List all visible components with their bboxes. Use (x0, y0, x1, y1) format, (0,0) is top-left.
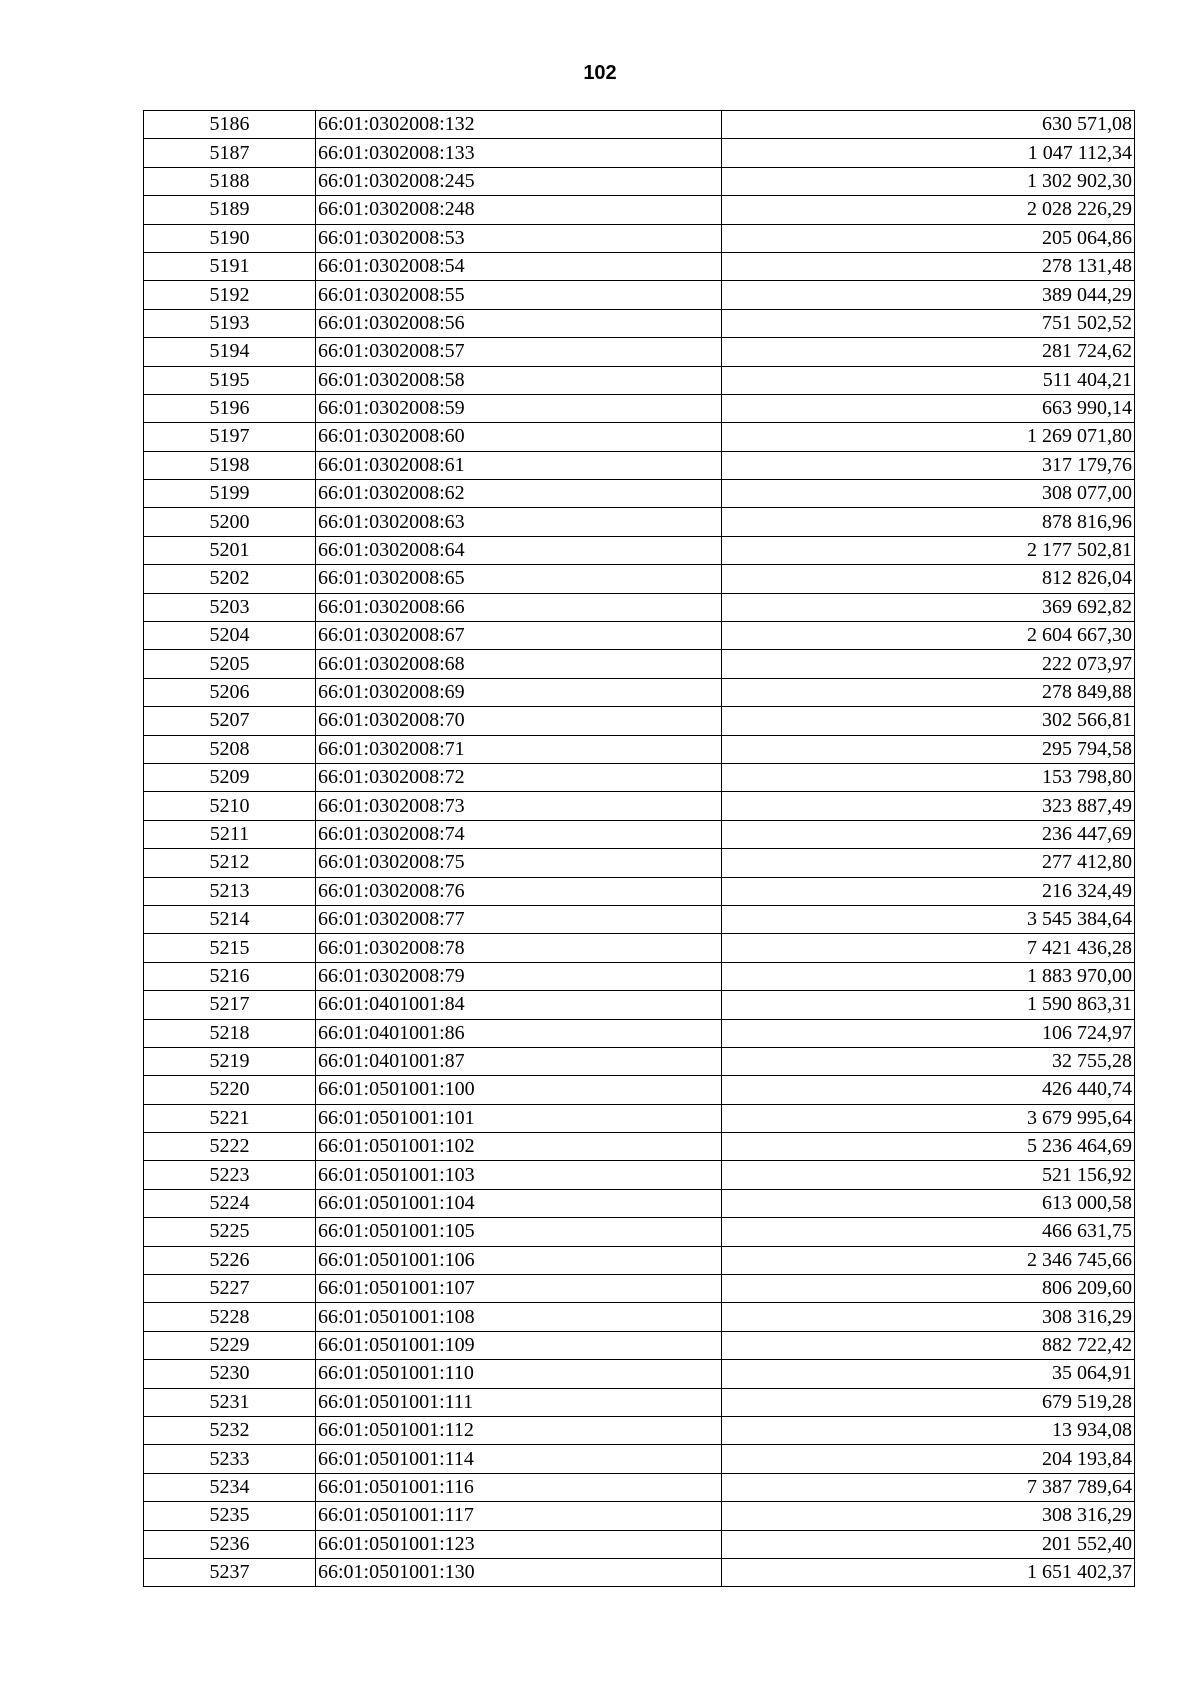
cadastral-number-cell: 66:01:0501001:114 (316, 1445, 722, 1473)
cadastral-number-cell: 66:01:0302008:62 (316, 480, 722, 508)
cadastral-number-cell: 66:01:0302008:53 (316, 224, 722, 252)
row-number-cell: 5218 (144, 1019, 316, 1047)
cadastral-number-cell: 66:01:0501001:123 (316, 1530, 722, 1558)
row-number-cell: 5211 (144, 820, 316, 848)
cadastral-number-cell: 66:01:0302008:75 (316, 849, 722, 877)
cadastral-value-cell: 32 755,28 (722, 1047, 1135, 1075)
cadastral-value-cell: 812 826,04 (722, 565, 1135, 593)
row-number-cell: 5223 (144, 1161, 316, 1189)
row-number-cell: 5226 (144, 1246, 316, 1274)
cadastral-number-cell: 66:01:0501001:116 (316, 1473, 722, 1501)
table-row (144, 1303, 1135, 1331)
cadastral-number-cell: 66:01:0302008:68 (316, 650, 722, 678)
row-number-cell: 5215 (144, 934, 316, 962)
row-number-cell: 5187 (144, 139, 316, 167)
cadastral-value-cell: 511 404,21 (722, 366, 1135, 394)
cadastral-number-cell: 66:01:0302008:69 (316, 678, 722, 706)
cadastral-number-cell: 66:01:0302008:54 (316, 252, 722, 280)
row-number-cell: 5234 (144, 1473, 316, 1501)
table-row (144, 1530, 1135, 1558)
cadastral-number-cell: 66:01:0401001:86 (316, 1019, 722, 1047)
cadastral-number-cell: 66:01:0501001:106 (316, 1246, 722, 1274)
table-row (144, 1246, 1135, 1274)
table-row (144, 281, 1135, 309)
table-row (144, 338, 1135, 366)
cadastral-number-cell: 66:01:0302008:78 (316, 934, 722, 962)
row-number-cell: 5213 (144, 877, 316, 905)
table-row (144, 167, 1135, 195)
cadastral-value-cell: 882 722,42 (722, 1331, 1135, 1359)
row-number-cell: 5207 (144, 707, 316, 735)
cadastral-value-cell: 7 387 789,64 (722, 1473, 1135, 1501)
cadastral-number-cell: 66:01:0302008:59 (316, 394, 722, 422)
table-row (144, 394, 1135, 422)
table-row (144, 252, 1135, 280)
cadastral-value-cell: 2 177 502,81 (722, 536, 1135, 564)
table-row (144, 1019, 1135, 1047)
cadastral-value-cell: 369 692,82 (722, 593, 1135, 621)
cadastral-number-cell: 66:01:0501001:100 (316, 1076, 722, 1104)
cadastral-value-cell: 630 571,08 (722, 111, 1135, 139)
cadastral-number-cell: 66:01:0501001:111 (316, 1388, 722, 1416)
cadastral-value-cell: 1 883 970,00 (722, 962, 1135, 990)
row-number-cell: 5237 (144, 1558, 316, 1586)
row-number-cell: 5228 (144, 1303, 316, 1331)
cadastral-value-cell: 679 519,28 (722, 1388, 1135, 1416)
row-number-cell: 5212 (144, 849, 316, 877)
cadastral-number-cell: 66:01:0501001:112 (316, 1416, 722, 1444)
cadastral-value-cell: 302 566,81 (722, 707, 1135, 735)
cadastral-number-cell: 66:01:0302008:64 (316, 536, 722, 564)
cadastral-value-cell: 308 316,29 (722, 1303, 1135, 1331)
cadastral-value-cell: 613 000,58 (722, 1189, 1135, 1217)
cadastral-value-cell: 222 073,97 (722, 650, 1135, 678)
cadastral-number-cell: 66:01:0302008:66 (316, 593, 722, 621)
table-row (144, 196, 1135, 224)
row-number-cell: 5210 (144, 792, 316, 820)
cadastral-value-cell: 317 179,76 (722, 451, 1135, 479)
table-row (144, 1189, 1135, 1217)
cadastral-value-cell: 878 816,96 (722, 508, 1135, 536)
table-row (144, 1047, 1135, 1075)
cadastral-number-cell: 66:01:0302008:79 (316, 962, 722, 990)
cadastral-number-cell: 66:01:0302008:73 (316, 792, 722, 820)
cadastral-number-cell: 66:01:0501001:110 (316, 1360, 722, 1388)
table-row (144, 423, 1135, 451)
row-number-cell: 5233 (144, 1445, 316, 1473)
table-row (144, 1275, 1135, 1303)
cadastral-number-cell: 66:01:0302008:56 (316, 309, 722, 337)
cadastral-number-cell: 66:01:0501001:101 (316, 1104, 722, 1132)
cadastral-value-cell: 35 064,91 (722, 1360, 1135, 1388)
cadastral-value-cell: 389 044,29 (722, 281, 1135, 309)
cadastral-value-cell: 308 316,29 (722, 1502, 1135, 1530)
cadastral-number-cell: 66:01:0302008:72 (316, 763, 722, 791)
cadastral-value-cell: 7 421 436,28 (722, 934, 1135, 962)
cadastral-value-cell: 1 651 402,37 (722, 1558, 1135, 1586)
cadastral-number-cell: 66:01:0302008:133 (316, 139, 722, 167)
cadastral-number-cell: 66:01:0302008:63 (316, 508, 722, 536)
cadastral-number-cell: 66:01:0302008:74 (316, 820, 722, 848)
cadastral-value-cell: 806 209,60 (722, 1275, 1135, 1303)
cadastral-number-cell: 66:01:0302008:61 (316, 451, 722, 479)
table-row (144, 622, 1135, 650)
cadastral-number-cell: 66:01:0302008:245 (316, 167, 722, 195)
cadastral-number-cell: 66:01:0501001:105 (316, 1218, 722, 1246)
row-number-cell: 5224 (144, 1189, 316, 1217)
row-number-cell: 5197 (144, 423, 316, 451)
table-row (144, 678, 1135, 706)
table-row (144, 480, 1135, 508)
table-row (144, 650, 1135, 678)
row-number-cell: 5225 (144, 1218, 316, 1246)
cadastral-value-cell: 278 849,88 (722, 678, 1135, 706)
cadastral-value-cell: 323 887,49 (722, 792, 1135, 820)
table-row (144, 905, 1135, 933)
table-body (144, 111, 1135, 1587)
row-number-cell: 5208 (144, 735, 316, 763)
cadastral-value-cell: 521 156,92 (722, 1161, 1135, 1189)
row-number-cell: 5229 (144, 1331, 316, 1359)
row-number-cell: 5235 (144, 1502, 316, 1530)
row-number-cell: 5191 (144, 252, 316, 280)
row-number-cell: 5188 (144, 167, 316, 195)
cadastral-number-cell: 66:01:0501001:108 (316, 1303, 722, 1331)
row-number-cell: 5217 (144, 991, 316, 1019)
cadastral-number-cell: 66:01:0501001:103 (316, 1161, 722, 1189)
cadastral-value-cell: 277 412,80 (722, 849, 1135, 877)
cadastral-number-cell: 66:01:0501001:130 (316, 1558, 722, 1586)
cadastral-number-cell: 66:01:0302008:70 (316, 707, 722, 735)
table-row (144, 991, 1135, 1019)
table-row (144, 1076, 1135, 1104)
cadastral-number-cell: 66:01:0501001:109 (316, 1331, 722, 1359)
cadastral-value-cell: 1 269 071,80 (722, 423, 1135, 451)
cadastral-value-cell: 3 679 995,64 (722, 1104, 1135, 1132)
cadastral-number-cell: 66:01:0302008:67 (316, 622, 722, 650)
row-number-cell: 5216 (144, 962, 316, 990)
row-number-cell: 5230 (144, 1360, 316, 1388)
cadastral-value-cell: 2 346 745,66 (722, 1246, 1135, 1274)
cadastral-value-cell: 1 302 902,30 (722, 167, 1135, 195)
cadastral-value-cell: 3 545 384,64 (722, 905, 1135, 933)
table-row (144, 962, 1135, 990)
cadastral-value-cell: 201 552,40 (722, 1530, 1135, 1558)
cadastral-value-cell: 308 077,00 (722, 480, 1135, 508)
row-number-cell: 5195 (144, 366, 316, 394)
cadastral-value-cell: 106 724,97 (722, 1019, 1135, 1047)
page-number: 102 (583, 62, 617, 84)
row-number-cell: 5199 (144, 480, 316, 508)
table-row (144, 536, 1135, 564)
table-row (144, 139, 1135, 167)
cadastral-number-cell: 66:01:0501001:102 (316, 1133, 722, 1161)
row-number-cell: 5202 (144, 565, 316, 593)
table-row (144, 877, 1135, 905)
cadastral-number-cell: 66:01:0302008:248 (316, 196, 722, 224)
row-number-cell: 5205 (144, 650, 316, 678)
table-row (144, 111, 1135, 139)
row-number-cell: 5232 (144, 1416, 316, 1444)
table-row (144, 451, 1135, 479)
row-number-cell: 5204 (144, 622, 316, 650)
row-number-cell: 5209 (144, 763, 316, 791)
row-number-cell: 5198 (144, 451, 316, 479)
cadastral-number-cell: 66:01:0302008:77 (316, 905, 722, 933)
row-number-cell: 5220 (144, 1076, 316, 1104)
cadastral-number-cell: 66:01:0501001:117 (316, 1502, 722, 1530)
cadastral-value-cell: 1 047 112,34 (722, 139, 1135, 167)
cadastral-value-cell: 216 324,49 (722, 877, 1135, 905)
table-row (144, 820, 1135, 848)
cadastral-number-cell: 66:01:0302008:57 (316, 338, 722, 366)
cadastral-number-cell: 66:01:0401001:84 (316, 991, 722, 1019)
cadastral-value-cell: 466 631,75 (722, 1218, 1135, 1246)
cadastral-number-cell: 66:01:0302008:132 (316, 111, 722, 139)
cadastral-number-cell: 66:01:0401001:87 (316, 1047, 722, 1075)
row-number-cell: 5201 (144, 536, 316, 564)
cadastral-value-cell: 236 447,69 (722, 820, 1135, 848)
cadastral-number-cell: 66:01:0302008:60 (316, 423, 722, 451)
cadastral-value-table (143, 110, 1135, 1587)
cadastral-value-cell: 205 064,86 (722, 224, 1135, 252)
table-row (144, 1388, 1135, 1416)
cadastral-value-cell: 13 934,08 (722, 1416, 1135, 1444)
table-row (144, 1473, 1135, 1501)
cadastral-value-cell: 153 798,80 (722, 763, 1135, 791)
row-number-cell: 5186 (144, 111, 316, 139)
row-number-cell: 5192 (144, 281, 316, 309)
table-row (144, 849, 1135, 877)
row-number-cell: 5214 (144, 905, 316, 933)
cadastral-number-cell: 66:01:0302008:55 (316, 281, 722, 309)
table-row (144, 1218, 1135, 1246)
row-number-cell: 5196 (144, 394, 316, 422)
table-row (144, 1104, 1135, 1132)
cadastral-number-cell: 66:01:0501001:107 (316, 1275, 722, 1303)
table-row (144, 224, 1135, 252)
row-number-cell: 5231 (144, 1388, 316, 1416)
cadastral-number-cell: 66:01:0302008:58 (316, 366, 722, 394)
table-row (144, 792, 1135, 820)
row-number-cell: 5227 (144, 1275, 316, 1303)
cadastral-value-cell: 204 193,84 (722, 1445, 1135, 1473)
row-number-cell: 5206 (144, 678, 316, 706)
table-row (144, 1445, 1135, 1473)
table-row (144, 735, 1135, 763)
table-row (144, 1416, 1135, 1444)
table-row (144, 934, 1135, 962)
table-row (144, 1133, 1135, 1161)
cadastral-value-cell: 751 502,52 (722, 309, 1135, 337)
cadastral-value-cell: 281 724,62 (722, 338, 1135, 366)
table-row (144, 593, 1135, 621)
cadastral-value-cell: 663 990,14 (722, 394, 1135, 422)
table-row (144, 309, 1135, 337)
row-number-cell: 5193 (144, 309, 316, 337)
row-number-cell: 5194 (144, 338, 316, 366)
table-row (144, 1360, 1135, 1388)
table-row (144, 1502, 1135, 1530)
table-row (144, 508, 1135, 536)
cadastral-number-cell: 66:01:0302008:65 (316, 565, 722, 593)
table-row (144, 1161, 1135, 1189)
table-row (144, 707, 1135, 735)
table-row (144, 1558, 1135, 1586)
table-row (144, 1331, 1135, 1359)
table-row (144, 366, 1135, 394)
cadastral-value-cell: 278 131,48 (722, 252, 1135, 280)
cadastral-value-cell: 5 236 464,69 (722, 1133, 1135, 1161)
row-number-cell: 5222 (144, 1133, 316, 1161)
table-row (144, 565, 1135, 593)
cadastral-number-cell: 66:01:0302008:71 (316, 735, 722, 763)
row-number-cell: 5200 (144, 508, 316, 536)
cadastral-value-cell: 295 794,58 (722, 735, 1135, 763)
cadastral-value-cell: 1 590 863,31 (722, 991, 1135, 1019)
table-row (144, 763, 1135, 791)
cadastral-value-cell: 2 604 667,30 (722, 622, 1135, 650)
row-number-cell: 5221 (144, 1104, 316, 1132)
cadastral-value-cell: 2 028 226,29 (722, 196, 1135, 224)
row-number-cell: 5189 (144, 196, 316, 224)
row-number-cell: 5190 (144, 224, 316, 252)
cadastral-value-cell: 426 440,74 (722, 1076, 1135, 1104)
row-number-cell: 5219 (144, 1047, 316, 1075)
row-number-cell: 5203 (144, 593, 316, 621)
cadastral-number-cell: 66:01:0302008:76 (316, 877, 722, 905)
cadastral-number-cell: 66:01:0501001:104 (316, 1189, 722, 1217)
row-number-cell: 5236 (144, 1530, 316, 1558)
